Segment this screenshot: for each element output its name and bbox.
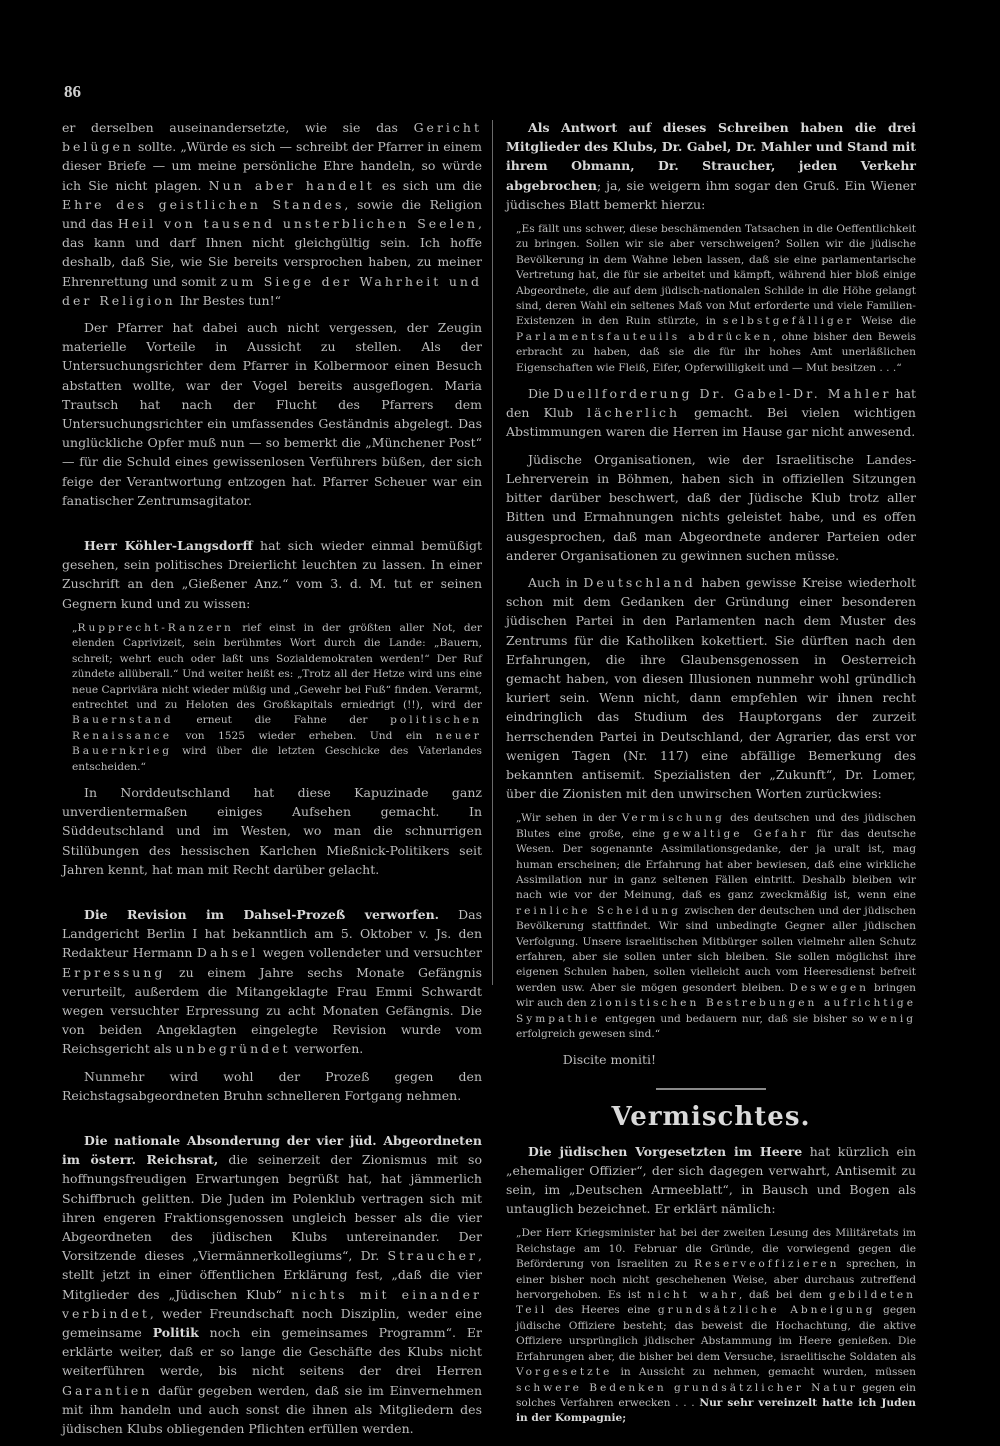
koehler-quote: „Rupprecht-Ranzern rief einst in der größten aller Not, der elenden Caprivizeit, sein berühmtes Wort durch die Lande: „Bauern, schreit; wehrt euch oder laßt uns Sozialdemokraten werden!“ Der Ruf zündete allüberall.“ Und weiter heißt es: „Trotz all der Hetze wird uns eine neue Capriviära nicht wieder müßig und „Gewehr bei Fuß“ finden. Verarmt, entrechtet und zu Heloten des Großkapitals erniedrigt (!!), wird der Bauernstand erneut die Fahne der politischen Renaissance von 1525 wieder erheben. Und ein neuer Bauernkrieg wird über die letzten Geschicke des Vaterlandes entscheiden.“ xyxy=(72,621,482,773)
section-rule xyxy=(656,1088,766,1090)
left-column xyxy=(62,118,482,1446)
column-divider xyxy=(492,120,493,985)
koehler-paragraph: Herr Köhler-Langsdorff hat sich wieder einmal bemüßigt gesehen, sein politisches Dreierlicht leuchten zu lassen. In einer Zuschrift an den „Gießener Anz.“ vom 3. d. M. tut er seinen Gegnern kund und zu wissen: xyxy=(62,538,482,611)
duellforderung-paragraph: Die Duellforderung Dr. Gabel-Dr. Mahler hat den Klub lächerlich gemacht. Bei vielen wichtigen Abstimmungen waren die Herren im Hause gar nicht anwesend. xyxy=(506,386,917,440)
vorgesetzte-paragraph: Die jüdischen Vorgesetzten im Heere hat kürzlich ein „ehemaliger Offizier“, der sich dagegen verwahrt, Antisemit zu sein, im „Deutschen Armeeblatt“, in Bausch und Bogen als untauglich bezeichnet. Er erklärt nämlich: xyxy=(506,1143,916,1217)
agrarier-quote: „Wir sehen in der Vermischung des deutschen und des jüdischen Blutes eine große, eine gewaltige Gefahr für das deutsche Wesen. Der sogenannte Assimilationsgedanke, der ja uralt ist, mag human erscheinen; die Erfahrung hat aber bewiesen, daß eine wirkliche Assimilation nur in ganz seltenen Fällen eintritt. Deshalb bleiben wir nach wie vor der Meinung, daß es ganz zweckmäßig ist, wenn eine reinliche Scheidung zwischen der deutschen und der jüdischen Bevölkerung stattfindet. Wir sind unbedingte Gegner aller jüdischen Verfolgung. Unsere israelitischen Mitbürger sollen vielmehr allen Schutz erfahren, aber sie sollen unter sich bleiben. Sie sollen möglichst ihre eigenen Schulen haben, sollen vielleicht auch vom Heeresdienst befreit werden usw. Aber sie mögen gesondert bleiben. Deswegen bringen wir auch den zionistischen Bestrebungen aufrichtige Sympathie entgegen und bedauern nur, daß sie bisher so wenig erfolgreich gewesen sind.“ xyxy=(516,812,917,1041)
pfarrer-flight-paragraph: Der Pfarrer hat dabei auch nicht vergessen, der Zeugin materielle Vorteile in Aussicht zu stellen. Als der Untersuchungsrichter dem Pfarrer in Kolbermoor einen Besuch abstatten wollte, war der Vogel bereits ausgeflogen. Maria Trautsch hat nach der Flucht des Pfarrers dem Untersuchungsrichter ein umfassendes Geständnis abgelegt. Das unglückliche Opfer muß nun — so bemerkt die „Münchener Post“ — für die Schuld eines gewissenlosen Verführers büßen, der sich feige der Verantwortung entzogen hat. Pfarrer Scheuer war ein fanatischer Zentrumsagitator. xyxy=(62,320,482,508)
pfarrer-letter-paragraph: er derselben auseinandersetzte, wie sie das Gericht belügen sollte. „Würde es sich — schreibt der Pfarrer in einem dieser Briefe — um meine persönliche Ehre handeln, so würde ich Sie nicht plagen. Nun aber handelt es sich um die Ehre des geistlichen Standes, sowie die Religion und das Heil von tausend unsterblichen Seelen, das kann und darf Ihnen nicht gleichgültig sein. Ich hoffe deshalb, daß Sie, wie Sie bereits versprochen haben, zu meiner Ehrenrettung und somit zum Siege der Wahrheit und der Religion Ihr Bestes tun!“ xyxy=(62,120,482,308)
bruhn-paragraph: Nunmehr wird wohl der Prozeß gegen den Reichstagsabgeordneten Bruhn schnelleren Fortgang nehmen. xyxy=(62,1068,482,1103)
dahsel-paragraph: Die Revision im Dahsel-Prozeß verworfen. Das Landgericht Berlin I hat bekanntlich am 5. Oktober v. Js. den Redakteur Hermann Dahsel wegen vollendeter und versuchter Erpressung zu einem Jahre sechs Monate Gefängnis verurteilt, außerdem die Mitangeklagte Frau Emmi Schwardt wegen versuchter Erpressung zu acht Monaten Gefängnis. Die von beiden Angeklagten eingelegte Revision wurde vom Reichsgericht als unbegründet verworfen. xyxy=(62,906,482,1057)
right-column xyxy=(506,118,916,1435)
wiener-blatt-quote: „Es fällt uns schwer, diese beschämenden Tatsachen in die Oeffentlichkeit zu bringen. Sollen wir sie aber verschweigen? Sollen wir die jüdische Bevölkerung in dem Wahne leben lassen, daß sie eine parlamentarische Vertretung hat, die für sie arbeitet und kämpft, während hier bloß einige Abgeordnete, die auf dem jüdisch-nationalen Schilde in die Höhe gelangt sind, deren Wahl ein seltenes Maß von Mut erforderte und viele Familien-Existenzen in den Ruin stürzte, in selbstgefälliger Weise die Parlamentsfauteuils abdrücken, ohne bisher den Beweis erbracht zu haben, daß sie die für ihr hohes Amt unerläßlichen Eigenschaften wie Fleiß, Eifer, Opferwilligkeit und — Mut besitzen . . .“ xyxy=(516,223,917,374)
absonderung-paragraph: Die nationale Absonderung der vier jüd. Abgeordneten im österr. Reichsrat, die seinerzeit der Zionismus mit so hoffnungsfreudigen Erwartungen begrüßt hat, hat jämmerlich Schiffbruch gelitten. Die Juden im Polenklub vertragen sich mit ihren engeren Fraktionsgenossen ungleich besser als die vier Abgeordneten des jüdischen Klubs untereinander. Der Vorsitzende dieses „Viermännerkollegiums“, Dr. Straucher, stellt jetzt in einer öffentlichen Erklärung fest, „daß die vier Mitglieder des „Jüdischen Klub“ nichts mit einander verbindet, weder Freundschaft noch Disziplin, weder eine gemeinsame Politik noch ein gemeinsames Programm“. Er erklärte weiter, daß er so lange die Geschäfte des Klubs nicht weiterführen werde, bis nicht seitens der drei Herren Garantien dafür gegeben werden, daß sie im Einvernehmen mit ihm handeln und auch sonst die ihnen als Mitgliedern des jüdischen Klubs obliegenden Pflichten erfüllen werden. xyxy=(62,1132,483,1437)
kapuzinade-paragraph: In Norddeutschland hat diese Kapuzinade ganz unverdientermaßen einiges Aufsehen gemacht. In Süddeutschland und im Westen, wo man die schnurrigen Stilübungen des hessischen Karlchen Mießnick-Politikers seit Jahren kennt, hat man mit Recht darüber gelacht. xyxy=(62,784,482,877)
antwort-paragraph: Als Antwort auf dieses Schreiben haben die drei Mitglieder des Klubs, Dr. Gabel, Dr. Mahler und Stand mit ihrem Obmann, Dr. Straucher, jeden Verkehr abgebrochen; ja, sie weigern ihm sogar den Gruß. Ein Wiener jüdisches Blatt bemerkt hierzu: xyxy=(506,120,916,212)
page-number: 86 xyxy=(64,82,81,101)
organisationen-paragraph: Jüdische Organisationen, wie der Israelitische Landes-Lehrerverein in Böhmen, haben sich in offiziellen Sitzungen bitter darüber beschwert, daß der Jüdische Klub trotz aller Bitten und Ermahnungen nichts geleistet habe, und es offen ausgesprochen, daß man Abgeordnete anderer Parteien oder anderer Organisationen zu gewinnen suchen müsse. xyxy=(506,451,916,563)
deutschland-paragraph: Auch in Deutschland haben gewisse Kreise wiederholt schon mit dem Gedanken der Gründung einer besonderen jüdischen Partei in den Parlamenten nach dem Muster des Zentrums für die Katholiken kokettiert. Sie dürften nach den Erfahrungen, die ihre Glaubensgenossen in Oesterreich gemacht haben, von diesen Illusionen nunmehr wohl gründlich kuriert sein. Wenn nicht, dann empfehlen wir ihnen recht eindringlich das Studium des Hauptorgans der zurzeit herrschenden Partei in Deutschland, der Agrarier, das erst vor wenigen Tagen (Nr. 117) eine abfällige Bemerkung des bekannten antisemit. Spezialisten der „Zukunft“, Dr. Lomer, über die Zionisten mit den unwirschen Worten zurückwies: xyxy=(506,574,916,802)
kriegsminister-quote: „Der Herr Kriegsminister hat bei der zweiten Lesung des Militäretats im Reichstage am 10. Februar die Gründe, die vorwiegend gegen die Beförderung von Israeliten zu Reserveoffizieren sprechen, in einer bisher noch nicht geschehenen Weise, aber durchaus zutreffend hervorgehoben. Es ist nicht wahr, daß bei dem gebildeten Teil des Heeres eine grundsätzliche Abneigung gegen jüdische Offiziere besteht; das beweist die Hochachtung, die aktive Offiziere ursprünglich jüdischer Abstammung im Heere genießen. Die Erfahrungen aber, die bisher bei dem Versuche, israelitische Soldaten als Vorgesetzte in Aussicht zu nehmen, gemacht wurden, müssen schwere Bedenken grundsätzlicher Natur gegen ein solches Verfahren erwecken . . . Nur sehr vereinzelt hatte ich Juden in der Kompagnie; xyxy=(516,1227,916,1425)
section-heading-vermischtes: Vermischtes. xyxy=(611,1101,811,1132)
discite-moniti: Discite moniti! xyxy=(562,1052,656,1068)
